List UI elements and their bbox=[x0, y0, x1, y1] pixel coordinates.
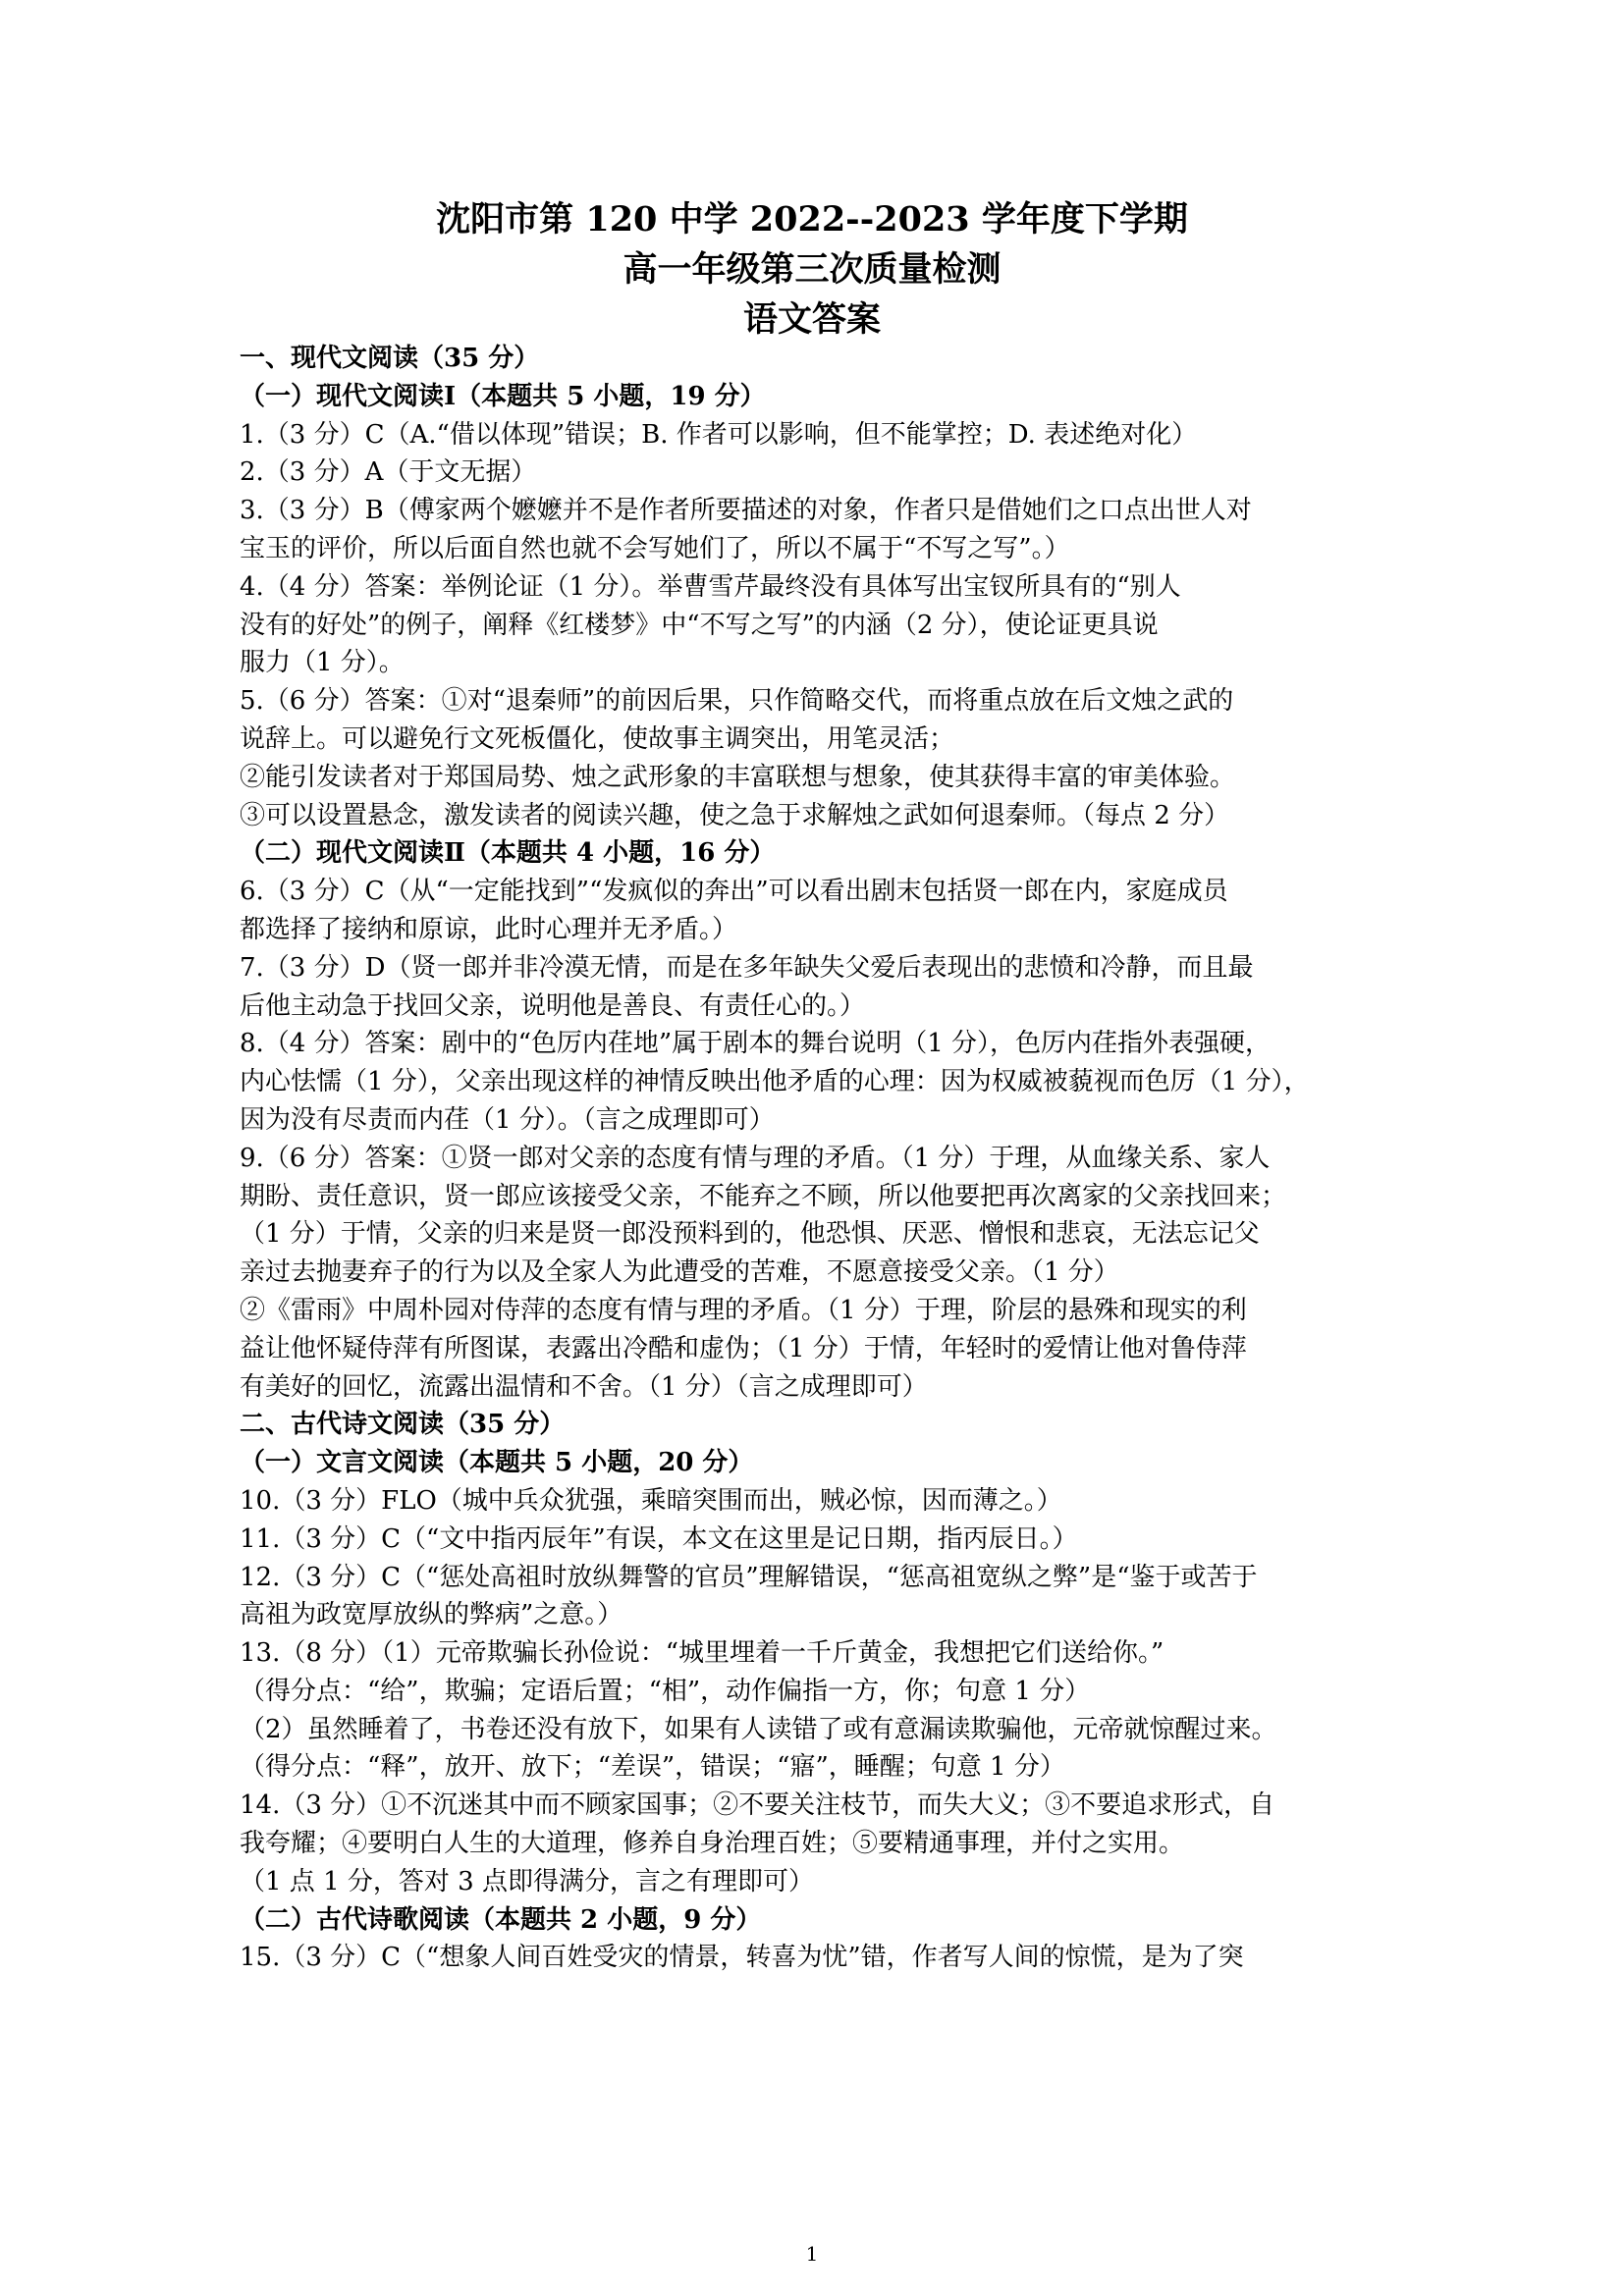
answer-line: 13.（8 分）（1）元帝欺骗长孙俭说：“城里埋着一千斤黄金，我想把它们送给你。” bbox=[240, 1638, 1164, 1669]
answer-line: 3.（3 分）B（傅家两个嬷嬷并不是作者所要描述的对象，作者只是借她们之口点出世人对 bbox=[240, 496, 1252, 526]
section-heading: 一、现代文阅读（35 分） bbox=[240, 344, 540, 373]
answer-line: 说辞上。可以避免行文死板僵化，使故事主调突出，用笔灵活； bbox=[240, 723, 955, 754]
section-heading: （一）现代文阅读Ⅰ（本题共 5 小题，19 分） bbox=[240, 381, 766, 411]
answer-line: 1.（3 分）C（A.“借以体现”错误；B. 作者可以影响，但不能掌控；D. 表述绝对化） bbox=[240, 419, 1198, 450]
title-exam: 高一年级第三次质量检测 bbox=[623, 249, 1001, 290]
answer-line: 没有的好处”的例子，阐释《红楼梦》中“不写之写”的内涵（2 分），使论证更具说 bbox=[240, 610, 1159, 640]
answer-line: ③可以设置悬念，激发读者的阅读兴趣，使之急于求解烛之武如何退秦师。（每点 2 分） bbox=[240, 800, 1230, 830]
answer-line: 都选择了接纳和原谅，此时心理并无矛盾。） bbox=[240, 914, 738, 944]
title-school: 沈阳市第 120 中学 2022--2023 学年度下学期 bbox=[436, 199, 1188, 240]
answer-line: 11.（3 分）C（“文中指丙辰年”有误，本文在这里是记日期，指丙辰日。） bbox=[240, 1523, 1078, 1554]
answer-line: （1 点 1 分，答对 3 点即得满分，言之有理即可） bbox=[240, 1866, 814, 1896]
answer-line: 2.（3 分）A（于文无据） bbox=[240, 457, 537, 488]
answer-line: 7.（3 分）D（贤一郎并非冷漠无情，而是在多年缺失父爱后表现出的悲愤和冷静，而且最 bbox=[240, 952, 1254, 983]
answer-line: 宝玉的评价，所以后面自然也就不会写她们了，所以不属于“不写之写”。） bbox=[240, 533, 1070, 563]
section-heading: （一）文言文阅读（本题共 5 小题，20 分） bbox=[240, 1448, 754, 1478]
answer-line: 内心怯懦（1 分），父亲出现这样的神情反映出他矛盾的心理：因为权威被藐视而色厉（1 分）， bbox=[240, 1067, 1310, 1097]
answer-line: 服力（1 分）。 bbox=[240, 648, 405, 678]
answer-line: 益让他怀疑侍萍有所图谋，表露出冷酷和虚伪；（1 分）于情，年轻时的爱情让他对鲁侍萍 bbox=[240, 1333, 1247, 1363]
answer-line: 12.（3 分）C（“惩处高祖时放纵舞警的官员”理解错误，“惩高祖宽纵之弊”是“鉴于或苦于 bbox=[240, 1562, 1258, 1592]
answer-line: （2）虽然睡着了，书卷还没有放下，如果有人读错了或有意漏读欺骗他，元帝就惊醒过来。 bbox=[240, 1714, 1277, 1744]
section-heading: 二、古代诗文阅读（35 分） bbox=[240, 1410, 566, 1440]
section-heading: （二）古代诗歌阅读（本题共 2 小题，9 分） bbox=[240, 1904, 762, 1935]
answer-line: 我夸耀；④要明白人生的大道理，修养自身治理百姓；⑤要精通事理，并付之实用。 bbox=[240, 1829, 1185, 1859]
answer-line: 9.（6 分）答案：①贤一郎对父亲的态度有情与理的矛盾。（1 分）于理，从血缘关系、家人 bbox=[240, 1143, 1271, 1173]
answer-line: 后他主动急于找回父亲，说明他是善良、有责任心的。） bbox=[240, 990, 866, 1021]
answer-line: ②能引发读者对于郑国局势、烛之武形象的丰富联想与想象，使其获得丰富的审美体验。 bbox=[240, 762, 1236, 792]
answer-body bbox=[240, 340, 1388, 1977]
answer-line: 8.（4 分）答案：剧中的“色厉内荏地”属于剧本的舞台说明（1 分），色厉内荏指外表强硬， bbox=[240, 1029, 1272, 1059]
answer-line: （得分点：“给”，欺骗；定语后置；“相”，动作偏指一方，你；句意 1 分） bbox=[240, 1676, 1091, 1706]
answer-line: 15.（3 分）C（“想象人间百姓受灾的情景，转喜为忧”错，作者写人间的惊慌，是为了突 bbox=[240, 1943, 1244, 1973]
answer-line: 10.（3 分）FLO（城中兵众犹强，乘暗突围而出，贼必惊，因而薄之。） bbox=[240, 1485, 1062, 1516]
answer-line: 5.（6 分）答案：①对“退秦师”的前因后果，只作简略交代，而将重点放在后文烛之武的 bbox=[240, 686, 1234, 717]
title-subject: 语文答案 bbox=[742, 299, 881, 340]
answer-line: 6.（3 分）C（从“一定能找到”“发疯似的奔出”可以看出剧末包括贤一郎在内，家庭成员 bbox=[240, 877, 1228, 907]
answer-line: 亲过去抛妻弃子的行为以及全家人为此遭受的苦难，不愿意接受父亲。（1 分） bbox=[240, 1257, 1119, 1288]
answer-line: 4.（4 分）答案：举例论证（1 分）。举曹雪芹最终没有具体写出宝钗所具有的“别人 bbox=[240, 571, 1181, 602]
answer-line: （得分点：“释”，放开、放下；“差误”，错误；“寤”，睡醒；句意 1 分） bbox=[240, 1752, 1065, 1783]
answer-line: 因为没有尽责而内荏（1 分）。（言之成理即可） bbox=[240, 1104, 775, 1135]
answer-line: 14.（3 分）①不沉迷其中而不顾家国事；②不要关注枝节，而失大义；③不要追求形式，自 bbox=[240, 1790, 1275, 1821]
title-block bbox=[0, 194, 1624, 345]
answer-line: 有美好的回忆，流露出温情和不舍。（1 分）（言之成理即可） bbox=[240, 1371, 928, 1402]
answer-line: 高祖为政宽厚放纵的弊病”之意。） bbox=[240, 1600, 623, 1630]
section-heading: （二）现代文阅读Ⅱ（本题共 4 小题，16 分） bbox=[240, 838, 776, 869]
page-number: 1 bbox=[805, 2242, 819, 2266]
answer-line: ②《雷雨》中周朴园对侍萍的态度有情与理的矛盾。（1 分）于理，阶层的悬殊和现实的利 bbox=[240, 1295, 1247, 1325]
answer-line: （1 分）于情，父亲的归来是贤一郎没预料到的，他恐惧、厌恶、憎恨和悲哀，无法忘记父 bbox=[240, 1219, 1260, 1250]
answer-line: 期盼、责任意识，贤一郎应该接受父亲，不能弃之不顾，所以他要把再次离家的父亲找回来； bbox=[240, 1181, 1287, 1211]
